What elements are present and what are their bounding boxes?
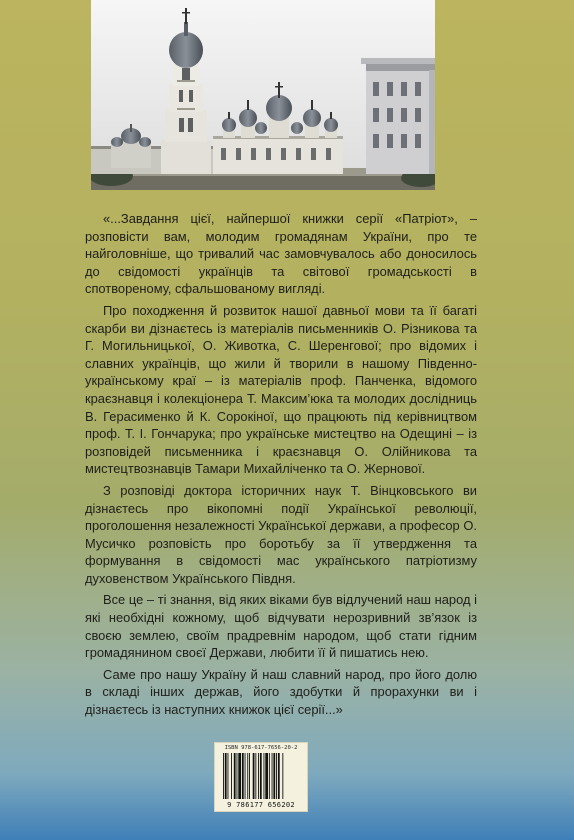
barcode-bar [255,753,256,799]
barcode-bar [225,753,227,799]
barcode-label [214,742,308,812]
paragraph-intro: «...Завдання цієї, найпершої книжки серії «Патріот», – розповісти вам, молодим громадянам України, про те найголовніше, що тривалий час замовчувалось або доносилось до свідомості українців та світової громадськості в спотвореному, сфальшованому вигляді. [85,211,477,297]
paragraph-outro: Саме про нашу Україну й наш славний народ, про його долю в складі інших держав, його здобутки й прорахунки ви і дізнаєтесь із наступних книжок цієї серії...» [85,666,477,718]
cathedral-illustration [91,0,435,190]
isbn-text: ISBN 978-617-7656-20-2 [224,745,298,751]
barcode-bars [223,753,301,799]
barcode-bar [269,753,270,799]
barcode-bar [231,753,232,799]
barcode-bar [276,753,277,799]
barcode-bar [238,753,241,799]
barcode-bar [253,753,255,799]
barcode-bar [245,753,246,799]
barcode-bar [258,753,259,799]
barcode-bar [260,753,262,799]
barcode-bar [223,753,224,799]
paragraph-language: Про походження й розвиток нашої давньої мови та її багаті скарби ви дізнаєтесь із матеріалів письменників О. Різникова та Г. Могильницької, О. Животка, С. Шеренгової; про відомих і славних українців, що жили й творили в нашому Південно-українському краї – із матеріалів проф. Панченка, відомого краєзнавця і колекціонера Т. Максим’юка та молодих дослідниць В. Герасименко й К. Сорокіної, що працюють під керівництвом проф. Т. І. Гончарука; про українське мистецтво на Одещині – із розповідей письменника і краєзнавця О. Олійникова та мистецтвознавців Тамари Михайліченко та О. Жернової. [85,302,477,477]
barcode-bar [242,753,244,799]
paragraph-knowledge: Все це – ті знання, від яких віками був відлучений наш народ і які необхідні кожному, щоб відчувати нерозривний зв’язок із своєю землею, своїм прадревнім народом, щоб стати гідним громадянином своєї Держави, любити її й пишатись нею. [85,592,477,661]
ean-digits: 9 786177 656202 [227,801,295,809]
barcode-bar [278,753,280,799]
barcode-bar [265,753,268,799]
barcode-bar [282,753,283,799]
cathedral-photo [91,0,435,190]
barcode-bar [249,753,250,799]
barcode-bar [237,753,238,799]
barcode-bar [228,753,229,799]
barcode-bar [234,753,236,799]
barcode-bar [273,753,275,799]
barcode-bar [247,753,248,799]
barcode-bar [264,753,265,799]
barcode-bar [272,753,273,799]
paragraph-history: З розповіді доктора історичних наук Т. Вінцковського ви дізнаєтесь про вікопомні події Української революції, проголошення незалежності Української держави, а професор О. Мусичко розповість про боротьбу за її утвердження та формування в свідомості мас українського патріотизму духовенством Українського Півдня. [85,482,477,586]
back-cover-text [85,210,477,723]
